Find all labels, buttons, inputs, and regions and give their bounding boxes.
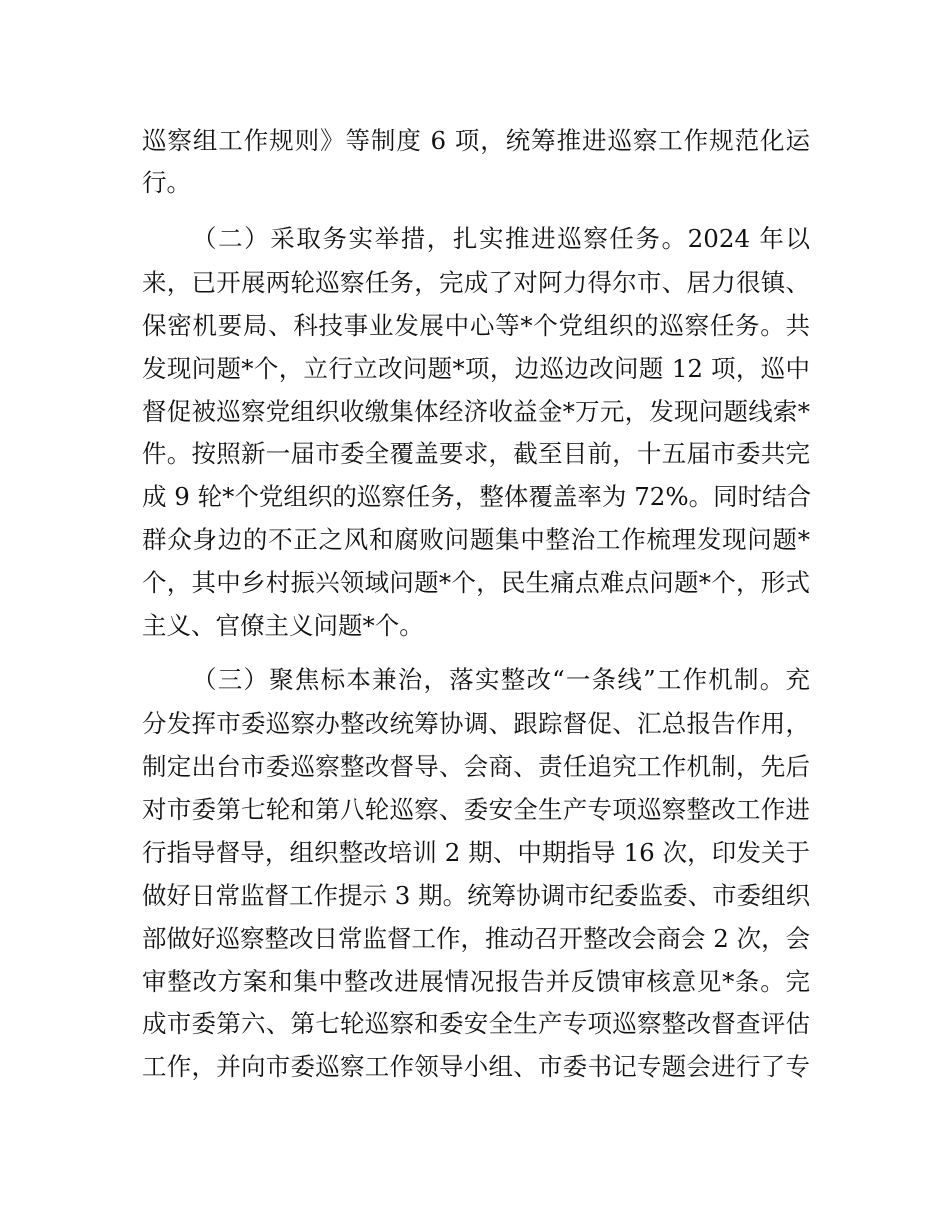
text-line: 制定出台市委巡察整改督导、会商、责任追究工作机制，先后 — [142, 752, 810, 781]
text-line: 对市委第七轮和第八轮巡察、委安全生产专项巡察整改工作进 — [142, 795, 810, 824]
text-line: 发现问题*个，立行立改问题*项，边巡边改问题 12 项，巡中 — [142, 354, 810, 383]
text-line: 成市委第六、第七轮巡察和委安全生产专项巡察整改督查评估 — [142, 1009, 810, 1038]
text-line: 做好日常监督工作提示 3 期。统筹协调市纪委监委、市委组织 — [142, 881, 811, 910]
text-line: 主义、官僚主义问题*个。 — [142, 611, 424, 640]
text-line: 来，已开展两轮巡察任务，完成了对阿力得尔市、居力很镇、 — [142, 268, 810, 297]
text-line: 督促被巡察党组织收缴集体经济收益金*万元，发现问题线索* — [142, 397, 810, 426]
paragraph-heading-line: （二）采取务实举措，扎实推进巡察任务。2024 年以 — [192, 224, 810, 253]
text-line: 工作，并向市委巡察工作领导小组、市委书记专题会进行了专 — [142, 1052, 810, 1081]
text-line: 件。按照新一届市委全覆盖要求，截至目前，十五届市委共完 — [142, 439, 810, 468]
text-line: 行。 — [142, 168, 191, 197]
text-line: 个，其中乡村振兴领域问题*个，民生痛点难点问题*个，形式 — [142, 568, 810, 597]
text-line: 群众身边的不正之风和腐败问题集中整治工作梳理发现问题* — [142, 525, 810, 554]
text-line: 巡察组工作规则》等制度 6 项，统筹推进巡察工作规范化运 — [142, 126, 810, 155]
text-line: 保密机要局、科技事业发展中心等*个党组织的巡察任务。共 — [142, 311, 810, 340]
paragraph-heading-line: （三）聚焦标本兼治，落实整改“一条线”工作机制。充 — [192, 665, 810, 694]
text-line: 审整改方案和集中整改进展情况报告并反馈审核意见*条。完 — [142, 967, 810, 996]
text-line: 分发挥市委巡察办整改统筹协调、跟踪督促、汇总报告作用， — [142, 709, 810, 738]
text-line: 行指导督导，组织整改培训 2 期、中期指导 16 次，印发关于 — [142, 838, 810, 867]
text-line: 成 9 轮*个党组织的巡察任务，整体覆盖率为 72%。同时结合 — [142, 482, 812, 511]
text-line: 部做好巡察整改日常监督工作，推动召开整改会商会 2 次，会 — [142, 924, 811, 953]
